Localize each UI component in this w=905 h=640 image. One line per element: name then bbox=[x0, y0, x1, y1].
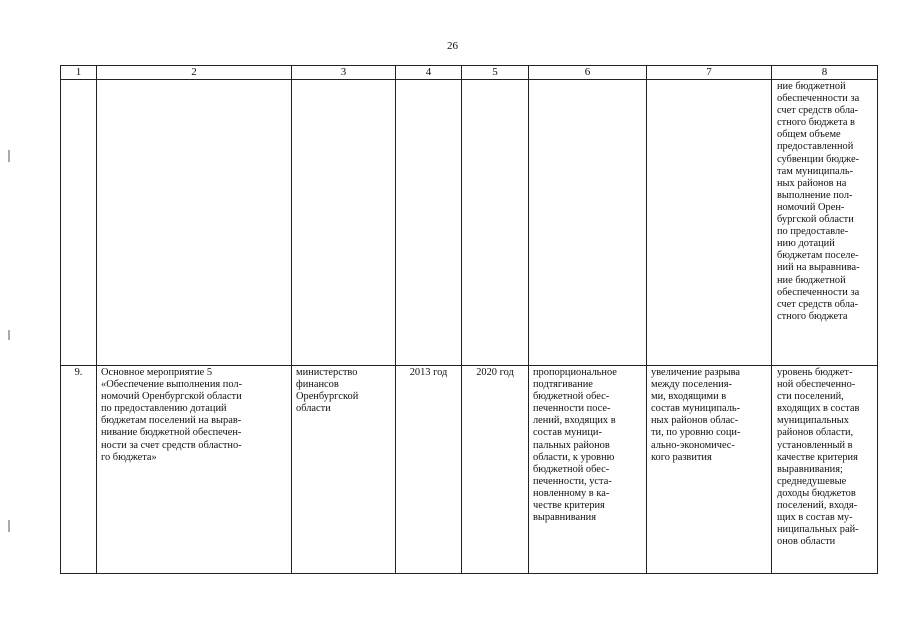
end-year-cell: 2020 год bbox=[462, 366, 529, 574]
cell-empty bbox=[61, 80, 97, 366]
cell-empty bbox=[647, 80, 772, 366]
cell-empty bbox=[396, 80, 462, 366]
cell-empty bbox=[462, 80, 529, 366]
start-year-cell: 2013 год bbox=[396, 366, 462, 574]
cell-empty bbox=[97, 80, 292, 366]
header-col-7: 7 bbox=[647, 66, 772, 80]
indicator-continued-cell: ние бюджетной обеспеченности за счет средств обла- стного бюджета в общем объеме предоставленной субвенции бюдже- там муниципаль- ных районов на выполнение пол- номочий Орен- бургской области по предоставле- нию дотаций бюджетам поселе- ний на выравнива- ние бюджетной обеспеченности за счет средств обла- стного бюджета bbox=[772, 80, 878, 366]
event-name-cell: Основное мероприятие 5 «Обеспечение выполнения пол- номочий Оренбургской области по предоставлению дотаций бюджетам поселений на вырав- нивание бюджетной обеспечен- ности за счет средств областно- го бюджета» bbox=[97, 366, 292, 574]
header-col-2: 2 bbox=[97, 66, 292, 80]
scan-edge-mark bbox=[8, 150, 10, 162]
program-table bbox=[60, 65, 878, 574]
header-col-1: 1 bbox=[61, 66, 97, 80]
header-col-5: 5 bbox=[462, 66, 529, 80]
page-number: 26 bbox=[447, 40, 458, 52]
header-row bbox=[61, 66, 878, 80]
consequences-cell: увеличение разрыва между поселения- ми, входящими в состав муниципаль- ных районов облас- ти, по уровню соци- ально-экономичес- кого развития bbox=[647, 366, 772, 574]
table-row bbox=[61, 366, 878, 574]
header-col-3: 3 bbox=[292, 66, 396, 80]
header-col-4: 4 bbox=[396, 66, 462, 80]
scan-edge-mark bbox=[8, 520, 10, 532]
header-col-6: 6 bbox=[529, 66, 647, 80]
cell-empty bbox=[292, 80, 396, 366]
row-number-cell: 9. bbox=[61, 366, 97, 574]
scan-edge-mark bbox=[8, 330, 10, 340]
indicator-cell: уровень бюджет- ной обеспеченно- сти поселений, входящих в состав муниципальных районов области, установленный в качестве критерия выравнивания; среднедушевые доходы бюджетов поселений, входя- щих в состав му- ниципальных рай- онов области bbox=[772, 366, 878, 574]
expected-result-cell: пропорциональное подтягивание бюджетной обес- печенности посе- лений, входящих в состав муници- пальных районов области, к уровню бюджетной обес- печенности, уста- новленному в ка- честве критерия выравнивания bbox=[529, 366, 647, 574]
executor-cell: министерство финансов Оренбургской области bbox=[292, 366, 396, 574]
continuation-row bbox=[61, 80, 878, 366]
header-col-8: 8 bbox=[772, 66, 878, 80]
cell-empty bbox=[529, 80, 647, 366]
